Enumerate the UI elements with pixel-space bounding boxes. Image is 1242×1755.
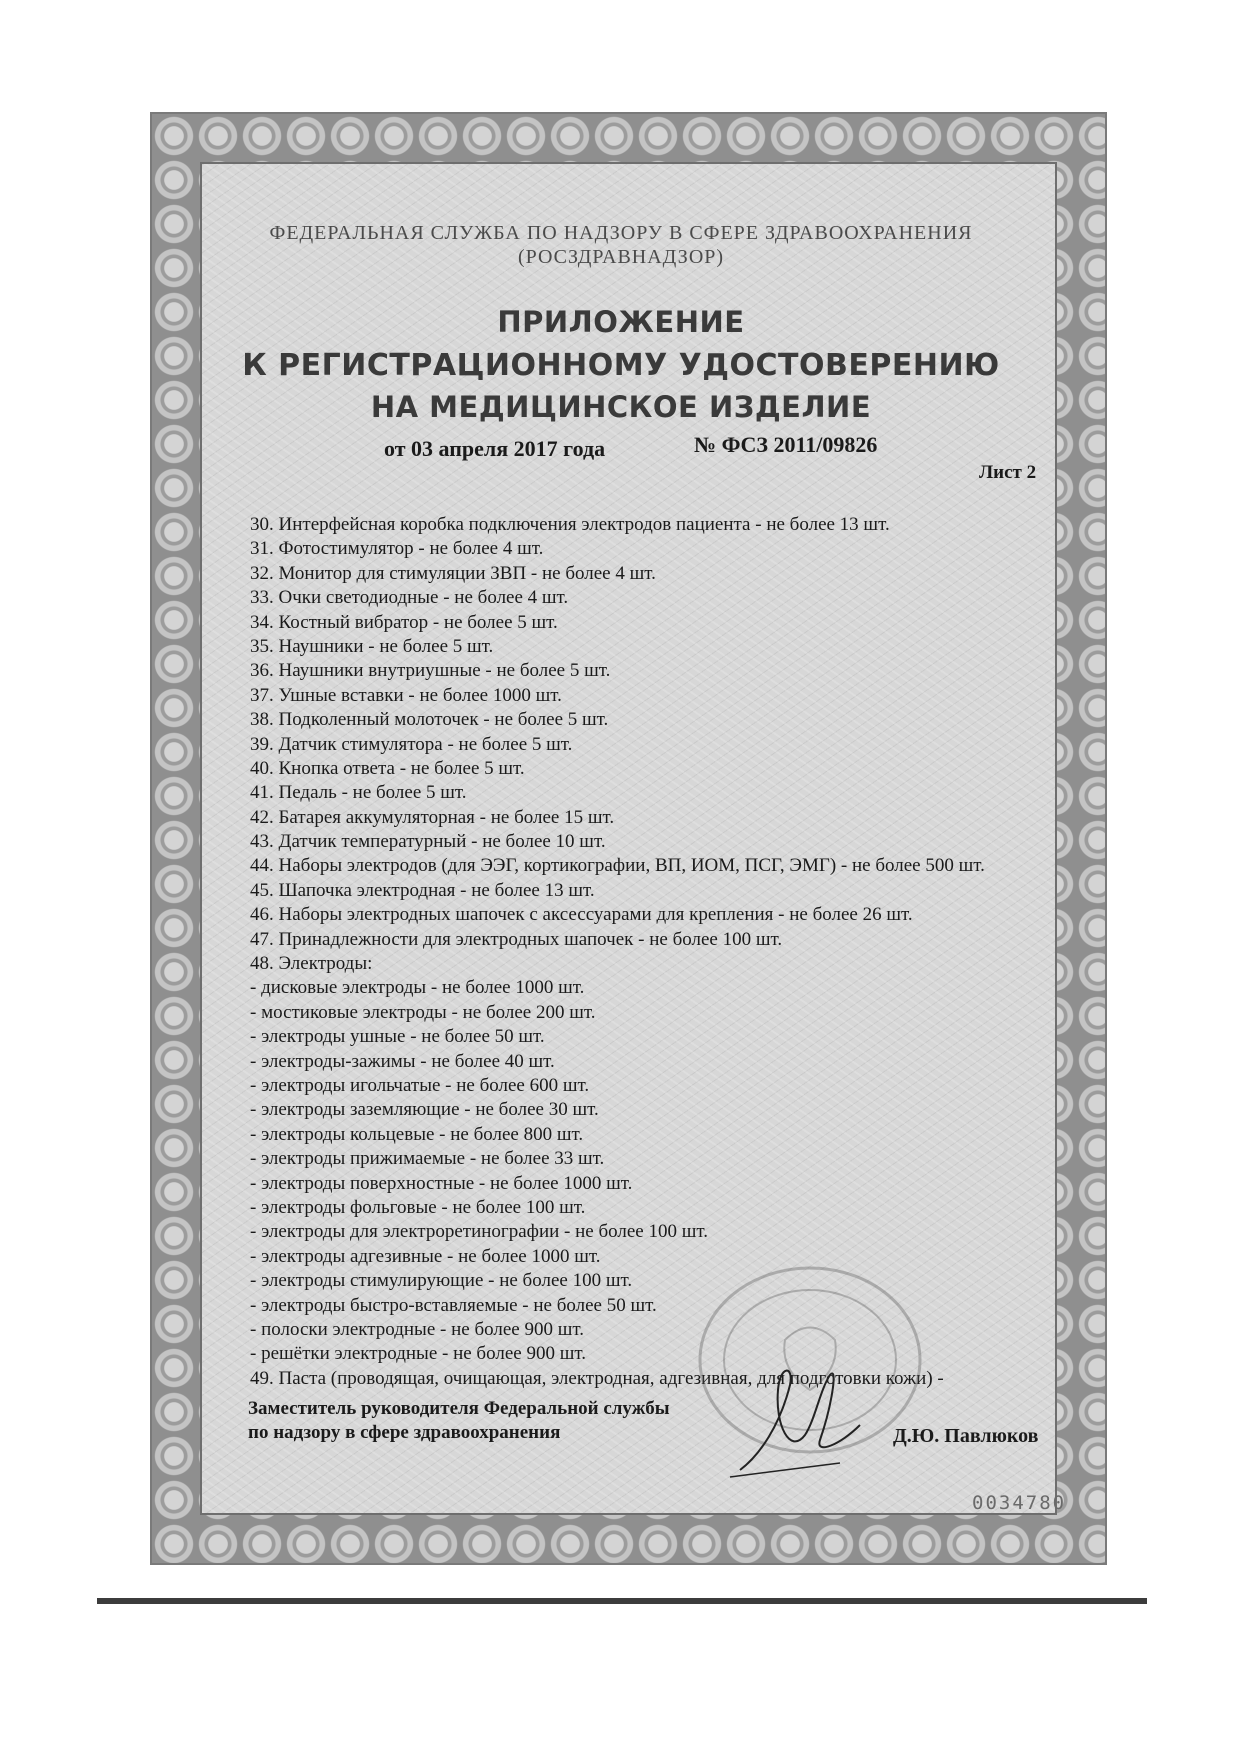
- list-item: 36. Наушники внутриушные - не более 5 шт.: [250, 660, 611, 682]
- list-item: 40. Кнопка ответа - не более 5 шт.: [250, 757, 525, 779]
- serial-number: 0034780: [972, 1492, 1067, 1514]
- list-item: 41. Педаль - не более 5 шт.: [250, 782, 467, 804]
- list-item: - дисковые электроды - не более 1000 шт.: [250, 977, 585, 999]
- agency-name: ФЕДЕРАЛЬНАЯ СЛУЖБА ПО НАДЗОРУ В СФЕРЕ ЗДРАВООХРАНЕНИЯ: [269, 222, 973, 244]
- list-item: - электроды для электроретинографии - не более 100 шт.: [250, 1221, 708, 1243]
- list-item: 34. Костный вибратор - не более 5 шт.: [250, 611, 558, 633]
- list-item: 32. Монитор для стимуляции ЗВП - не более 4 шт.: [250, 562, 656, 584]
- list-item: - электроды кольцевые - не более 800 шт.: [250, 1123, 584, 1145]
- list-item: 31. Фотостимулятор - не более 4 шт.: [250, 538, 544, 560]
- list-item: 45. Шапочка электродная - не более 13 шт.: [250, 879, 595, 901]
- document-title: ПРИЛОЖЕНИЕ: [497, 305, 745, 339]
- list-item: 30. Интерфейсная коробка подключения электродов пациента - не более 13 шт.: [250, 514, 890, 535]
- list-item: 33. Очки светодиодные - не более 4 шт.: [250, 587, 569, 609]
- list-item: 42. Батарея аккумуляторная - не более 15 шт.: [250, 806, 615, 828]
- signer-title-line1: Заместитель руководителя Федеральной службы: [248, 1398, 670, 1419]
- document-subtitle-line2: НА МЕДИЦИНСКОЕ ИЗДЕЛИЕ: [370, 390, 872, 424]
- list-item: 48. Электроды:: [250, 953, 373, 975]
- list-item: 38. Подколенный молоточек - не более 5 шт.: [250, 709, 609, 731]
- sheet-number: Лист 2: [979, 462, 1037, 483]
- handwritten-signature-icon: [720, 1345, 870, 1485]
- list-item: 47. Принадлежности для электродных шапочек - не более 100 шт.: [250, 928, 783, 950]
- list-item: - электроды поверхностные - не более 1000 шт.: [250, 1172, 633, 1194]
- item-list: [250, 513, 1090, 1391]
- list-item: - мостиковые электроды - не более 200 шт.: [250, 1001, 596, 1023]
- list-item: - электроды игольчатые - не более 600 шт.: [250, 1074, 590, 1096]
- list-item: 37. Ушные вставки - не более 1000 шт.: [250, 684, 562, 706]
- list-item: - электроды адгезивные - не более 1000 шт.: [250, 1245, 601, 1267]
- list-item: - полоски электродные - не более 900 шт.: [250, 1318, 584, 1340]
- list-item: 35. Наушники - не более 5 шт.: [250, 635, 494, 657]
- signer-name: Д.Ю. Павлюков: [893, 1425, 1039, 1447]
- list-item: 49. Паста (проводящая, очищающая, электродная, адгезивная, для подготовки кожи) -: [250, 1367, 944, 1389]
- list-item: - электроды заземляющие - не более 30 шт.: [250, 1099, 599, 1121]
- certificate-date: от 03 апреля 2017 года: [384, 436, 606, 461]
- scan-edge-line: [97, 1598, 1147, 1604]
- document-subtitle-line1: К РЕГИСТРАЦИОННОМУ УДОСТОВЕРЕНИЮ: [242, 348, 1000, 383]
- signer-title-line2: по надзору в сфере здравоохранения: [248, 1422, 561, 1443]
- list-item: - решётки электродные - не более 900 шт.: [250, 1343, 586, 1365]
- list-item: 39. Датчик стимулятора - не более 5 шт.: [250, 733, 573, 755]
- list-item: 43. Датчик температурный - не более 10 шт.: [250, 831, 606, 853]
- list-item: - электроды фольговые - не более 100 шт.: [250, 1196, 586, 1218]
- list-item: - электроды стимулирующие - не более 100 шт.: [250, 1270, 633, 1292]
- list-item: - электроды быстро-вставляемые - не более 50 шт.: [250, 1294, 657, 1316]
- list-item: 46. Наборы электродных шапочек с аксессуарами для крепления - не более 26 шт.: [250, 904, 913, 926]
- list-item: - электроды-зажимы - не более 40 шт.: [250, 1050, 555, 1072]
- certificate-number: № ФСЗ 2011/09826: [694, 432, 878, 457]
- agency-abbreviation: (РОСЗДРАВНАДЗОР): [517, 246, 725, 268]
- list-item: 44. Наборы электродов (для ЭЭГ, кортикографии, ВП, ИОМ, ПСГ, ЭМГ) - не более 500 шт.: [250, 855, 985, 877]
- list-item: - электроды прижимаемые - не более 33 шт.: [250, 1148, 605, 1170]
- list-item: - электроды ушные - не более 50 шт.: [250, 1026, 545, 1048]
